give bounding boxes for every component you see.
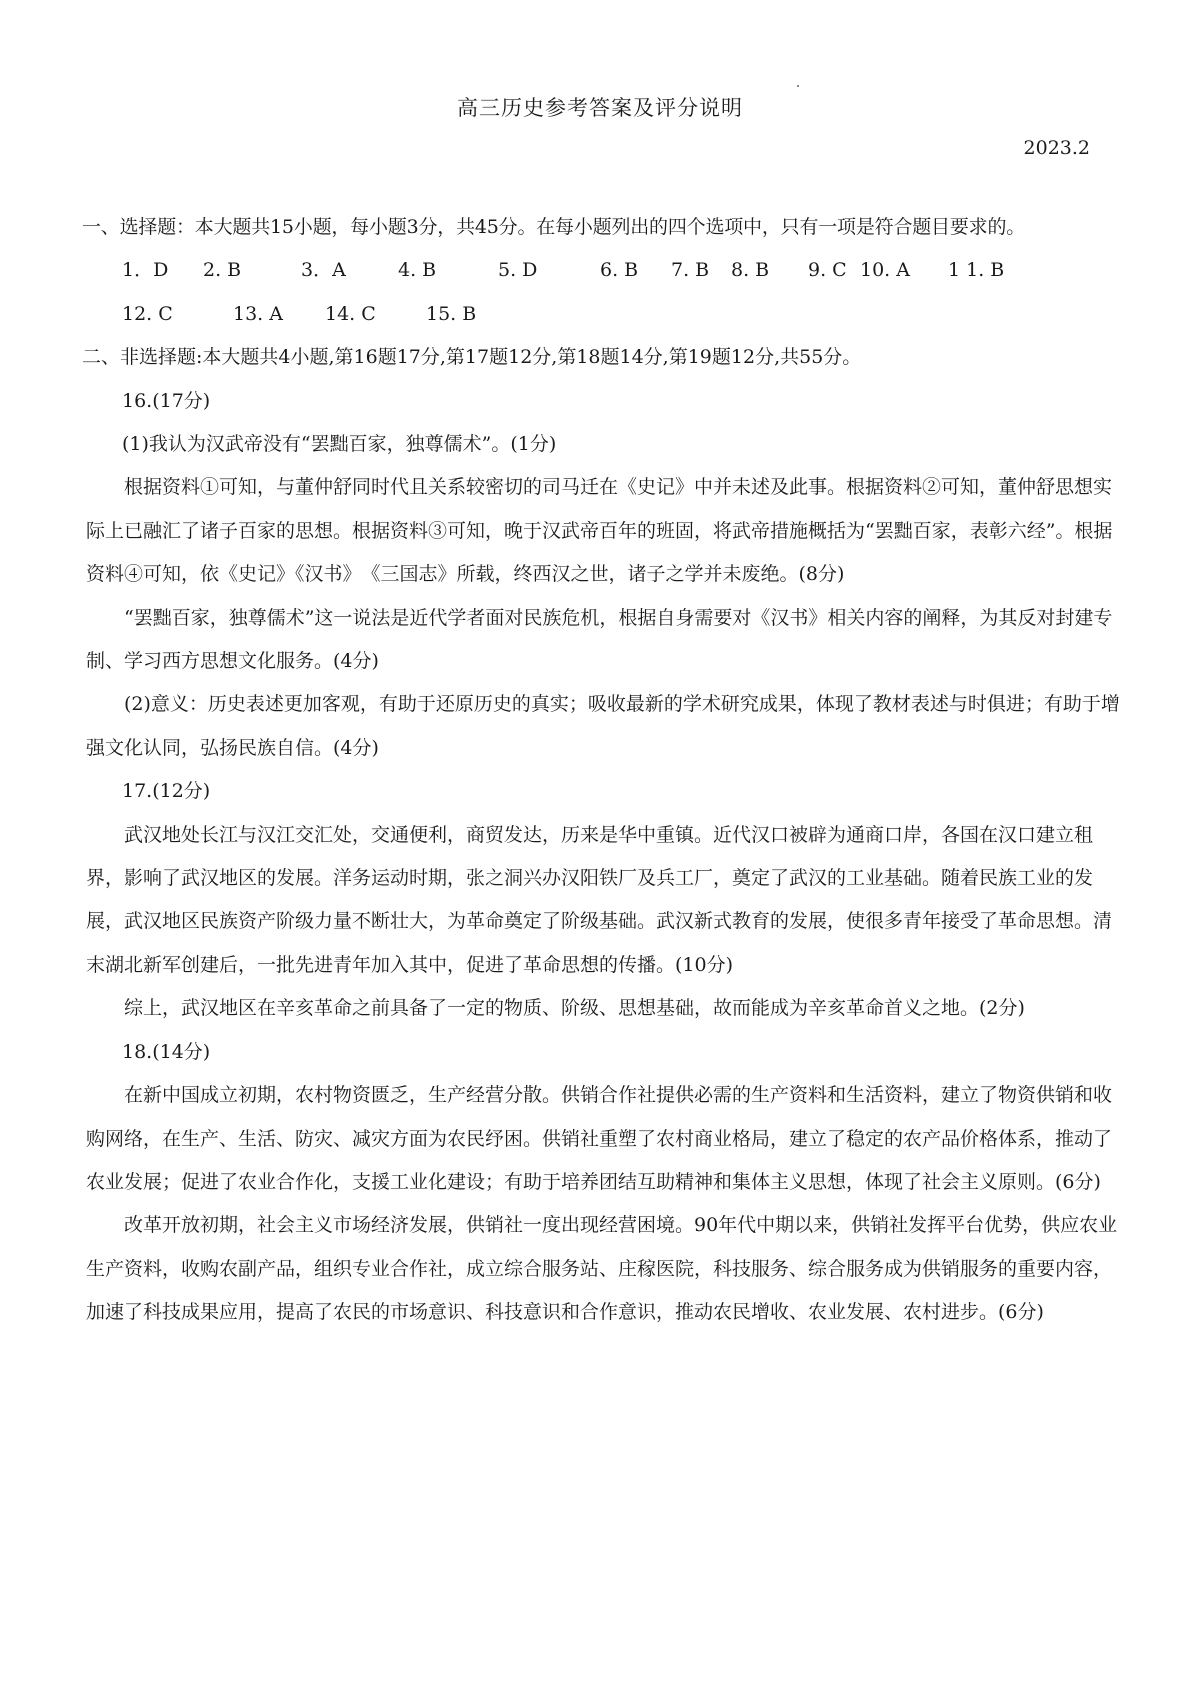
answer-5: 5. D	[498, 259, 538, 282]
q17-para2: 综上，武汉地区在辛亥革命之前具备了一定的物质、阶级、思想基础，故而能成为辛亥革命首义之地。(2分)	[124, 997, 1025, 1020]
q16-label: 16.(17分)	[122, 389, 211, 412]
page-title: 高三历史参考答案及评分说明	[457, 96, 743, 120]
answer-13: 13. A	[233, 302, 283, 325]
answer-6: 6. B	[600, 259, 639, 282]
answer-15: 15. B	[426, 302, 477, 325]
answer-10: 10. A	[860, 259, 910, 282]
q16-part2: (2)意义：历史表述更加客观，有助于还原历史的真实；吸收最新的学术研究成果，体现了教材表述与时俱进；有助于增强文化认同，弘扬民族自信。(4分)	[86, 693, 1120, 759]
answers-row-2	[86, 293, 1122, 336]
q18-label: 18.(14分)	[122, 1040, 211, 1063]
q17-para1: 武汉地处长江与汉江交汇处，交通便利，商贸发达，历来是华中重镇。近代汉口被辟为通商口岸，各国在汉口建立租界，影响了武汉地区的发展。洋务运动时期，张之洞兴办汉阳铁厂及兵工厂，奠定了武汉的工业基础。随着民族工业的发展，武汉地区民族资产阶级力量不断壮大，为革命奠定了阶级基础。武汉新式教育的发展，使很多青年接受了革命思想。清末湖北新军创建后，一批先进青年加入其中，促进了革命思想的传播。(10分)	[86, 823, 1113, 976]
q16-para3: “罢黜百家，独尊儒术”这一说法是近代学者面对民族危机，根据自身需要对《汉书》相关内容的阐释，为其反对封建专制、学习西方思想文化服务。(4分)	[86, 606, 1113, 673]
answer-1: 1．D	[122, 259, 169, 282]
answer-4: 4. B	[398, 259, 437, 282]
q17-label: 17.(12分)	[122, 780, 211, 803]
answer-11: 1 1. B	[948, 259, 1005, 282]
answer-12: 12. C	[122, 302, 173, 325]
answer-2: 2. B	[203, 259, 242, 282]
q16-part1: (1)我认为汉武帝没有“罢黜百家，独尊儒术”。(1分)	[122, 433, 557, 455]
answer-8: 8. B	[731, 259, 770, 282]
answer-7: 7. B	[671, 259, 710, 282]
answer-9: 9. C	[808, 259, 847, 282]
document-body	[82, 206, 1122, 1335]
date-label: 2023.2	[1023, 137, 1090, 159]
answers-row-1	[86, 249, 1122, 292]
answer-3: 3．A	[301, 259, 346, 282]
section2-heading: 二、非选择题:本大题共4小题,第16题17分,第17题12分,第18题14分,第19题12分,共55分。	[82, 346, 862, 369]
answer-14: 14. C	[325, 302, 376, 325]
q16-para2: 根据资料①可知，与董仲舒同时代且关系较密切的司马迁在《史记》中并未述及此事。根据资料②可知，董仲舒思想实际上已融汇了诸子百家的思想。根据资料③可知，晚于汉武帝百年的班固，将武帝措施概括为“罢黜百家，表彰六经”。根据资料④可知，依《史记》《汉书》 《三国志》所载，终西汉之世，诸子之学并未废绝。(8分)	[86, 476, 1113, 586]
scan-speck	[797, 85, 799, 87]
section1-heading: 一、选择题：本大题共15小题，每小题3分，共45分。在每小题列出的四个选项中，只有一项是符合题目要求的。	[82, 216, 1026, 238]
q18-para2: 改革开放初期，社会主义市场经济发展，供销社一度出现经营困境。90年代中期以来，供销社发挥平台优势，供应农业生产资料，收购农副产品，组织专业合作社，成立综合服务站、庄稼医院，科技服务、综合服务成为供销服务的重要内容，加速了科技成果应用，提高了农民的市场意识、科技意识和合作意识，推动农民增收、农业发展、农村进步。(6分)	[86, 1214, 1118, 1324]
q18-para1: 在新中国成立初期，农村物资匮乏，生产经营分散。供销合作社提供必需的生产资料和生活资料，建立了物资供销和收购网络，在生产、生活、防灾、减灾方面为农民纾困。供销社重塑了农村商业格局，建立了稳定的农产品价格体系，推动了农业发展；促进了农业合作化，支援工业化建设；有助于培养团结互助精神和集体主义思想，体现了社会主义原则。(6分)	[86, 1084, 1113, 1193]
